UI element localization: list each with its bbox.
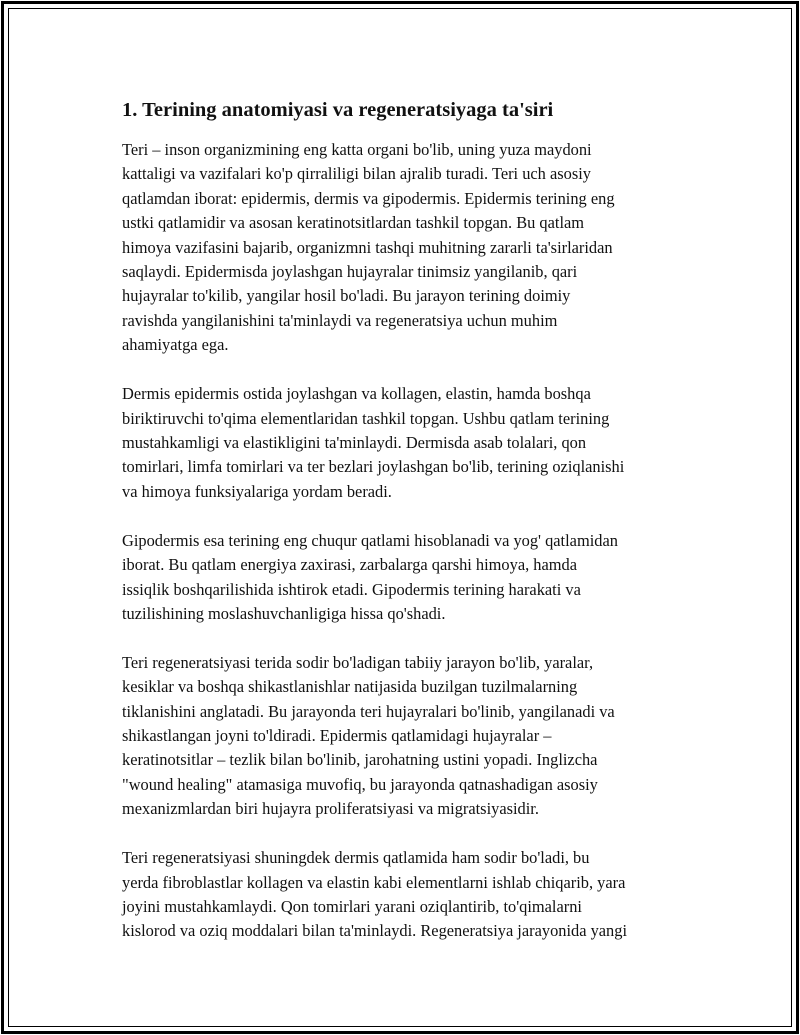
text-line: Gipodermis esa terining eng chuqur qatlami hisoblanadi va yog' qatlamidan [122, 530, 618, 550]
text-line: mustahkamligi va elastikligini ta'minlaydi. Dermisda asab tolalari, qon [122, 432, 587, 452]
text-line: tiklanishini anglatadi. Bu jarayonda teri hujayralari bo'linib, yangilanadi va [122, 701, 615, 721]
paragraph-dermis-regeneration [122, 846, 697, 944]
section-heading: 1. Terining anatomiyasi va regeneratsiyaga ta'siri [122, 99, 554, 121]
text-line: kesiklar va boshqa shikastlanishlar natijasida buzilgan tuzilmalarning [122, 677, 578, 697]
text-line: biriktiruvchi to'qima elementlaridan tashkil topgan. Ushbu qatlam terining [122, 408, 610, 428]
text-line: Dermis epidermis ostida joylashgan va kollagen, elastin, hamda boshqa [122, 384, 591, 404]
text-line: Teri regeneratsiyasi shuningdek dermis qatlamida ham sodir bo'ladi, bu [122, 848, 590, 868]
text-line: issiqlik boshqarilishida ishtirok etadi. Gipodermis terining harakati va [122, 579, 581, 599]
text-line: joyini mustahkamlaydi. Qon tomirlari yarani oziqlantirib, to'qimalarni [122, 896, 582, 916]
text-line: yerda fibroblastlar kollagen va elastin kabi elementlarni ishlab chiqarib, yara [122, 872, 626, 892]
paragraph-dermis [122, 382, 697, 504]
document-page [1, 1, 799, 1034]
text-line: Teri regeneratsiyasi terida sodir bo'ladigan tabiiy jarayon bo'lib, yaralar, [122, 652, 594, 672]
text-line: saqlaydi. Epidermisda joylashgan hujayralar tinimsiz yangilanib, qari [122, 262, 578, 282]
text-line: kislorod va oziq moddalari bilan ta'minlaydi. Regeneratsiya jarayonida yangi [122, 921, 627, 941]
text-line: qatlamdan iborat: epidermis, dermis va gipodermis. Epidermis terining eng [122, 188, 615, 208]
paragraph-regeneration [122, 651, 697, 822]
text-line: tomirlari, limfa tomirlari va ter bezlari joylashgan bo'lib, terining oziqlanishi [122, 457, 625, 477]
text-line: ravishda yangilanishini ta'minlaydi va regeneratsiya uchun muhim [122, 310, 558, 330]
text-line: va himoya funksiyalariga yordam beradi. [122, 481, 392, 501]
text-line: keratinotsitlar – tezlik bilan bo'linib, jarohatning ustini yopadi. Inglizcha [122, 750, 598, 770]
text-line: himoya vazifasini bajarib, organizmni tashqi muhitning zararli ta'sirlaridan [122, 237, 613, 257]
text-line: tuzilishining moslashuvchanligiga hissa qo'shadi. [122, 603, 446, 623]
text-line: Teri – inson organizmining eng katta organi bo'lib, uning yuza maydoni [122, 140, 592, 159]
text-line: kattaligi va vazifalari ko'p qirraliligi bilan ajralib turadi. Teri uch asosiy [122, 164, 591, 184]
text-line: "wound healing" atamasiga muvofiq, bu jarayonda qatnashadigan asosiy [122, 774, 598, 794]
text-line: mexanizmlardan biri hujayra proliferatsiyasi va migratsiyasidir. [122, 799, 539, 819]
text-line: iborat. Bu qatlam energiya zaxirasi, zarbalarga qarshi himoya, hamda [122, 555, 577, 575]
text-line: hujayralar to'kilib, yangilar hosil bo'ladi. Bu jarayon terining doimiy [122, 286, 571, 306]
text-line: ahamiyatga ega. [122, 335, 229, 355]
text-line: ustki qatlamidir va asosan keratinotsitlardan tashkil topgan. Bu qatlam [122, 213, 585, 233]
text-line: shikastlangan joyni to'ldiradi. Epidermis qatlamidagi hujayralar – [122, 726, 552, 746]
paragraph-epidermis [122, 138, 697, 358]
document-content [122, 96, 697, 968]
paragraph-hypodermis [122, 529, 697, 627]
